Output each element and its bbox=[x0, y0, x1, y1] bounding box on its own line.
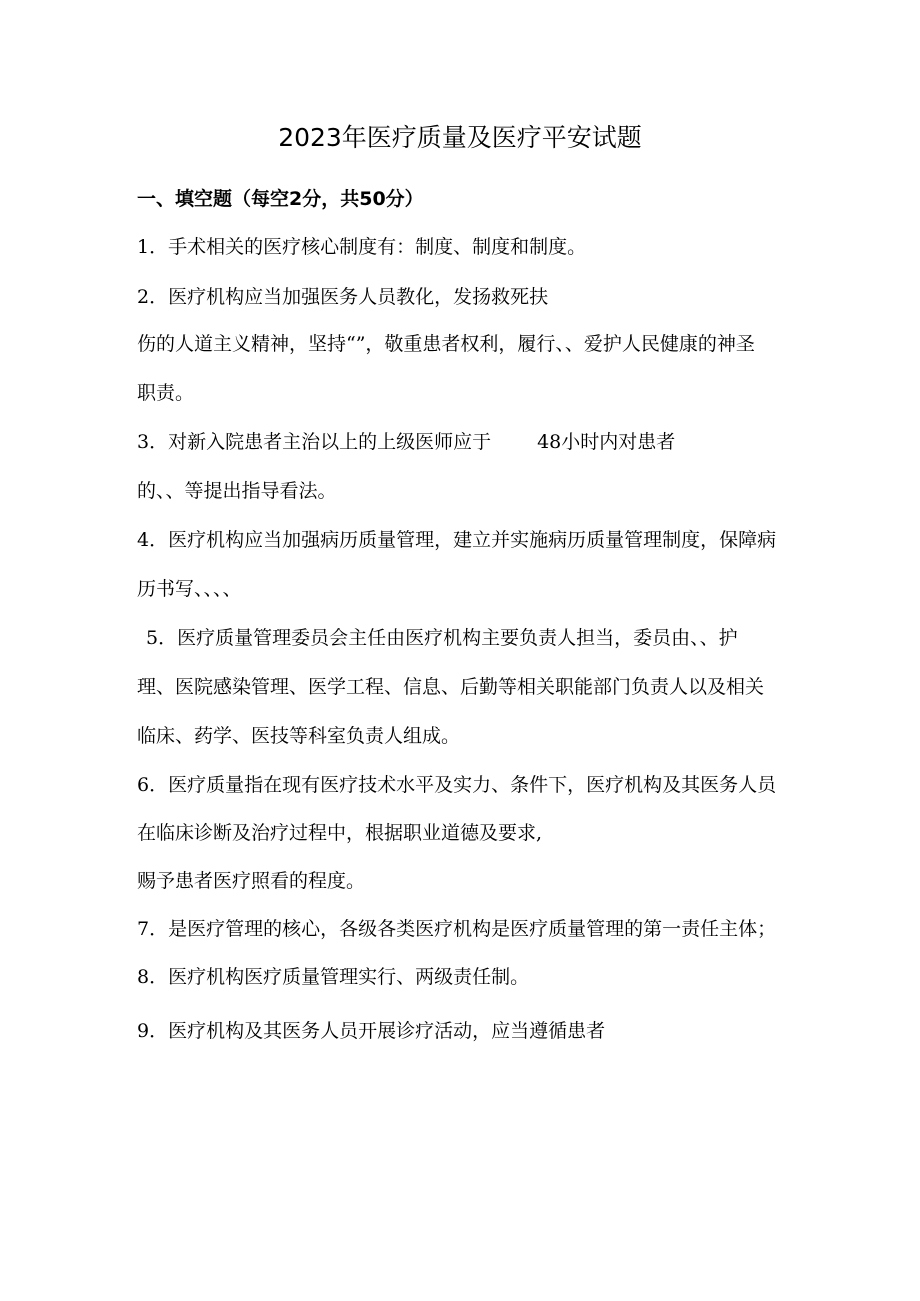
question-3-text-b: 48小时内对患者 bbox=[537, 431, 676, 453]
question-6-line-2: 在临床诊断及治疗过程中，根据职业道德及要求, bbox=[137, 822, 543, 844]
question-2-line-3: 职责。 bbox=[137, 382, 195, 404]
question-4-line-1: 4．医疗机构应当加强病历质量管理，建立并实施病历质量管理制度，保障病 bbox=[137, 529, 777, 551]
section-heading-fill-blank: 一、填空题（每空2分，共50分） bbox=[137, 188, 424, 210]
question-5-line-2: 理、医院感染管理、医学工程、信息、后勤等相关职能部门负责人以及相关 bbox=[137, 676, 765, 698]
question-7-line: 7．是医疗管理的核心，各级各类医疗机构是医疗质量管理的第一责任主体； bbox=[137, 918, 777, 940]
question-6-line-1: 6．医疗质量指在现有医疗技术水平及实力、条件下，医疗机构及其医务人员 bbox=[137, 774, 777, 796]
question-9-line: 9．医疗机构及其医务人员开展诊疗活动，应当遵循患者 bbox=[137, 1020, 606, 1042]
question-1-line: 1．手术相关的医疗核心制度有：制度、制度和制度。 bbox=[137, 236, 587, 258]
document-title: 2023年医疗质量及医疗平安试题 bbox=[278, 123, 642, 152]
question-5-line-3: 临床、药学、医技等科室负责人组成。 bbox=[137, 725, 461, 747]
question-2-line-1: 2．医疗机构应当加强医务人员教化，发扬救死扶 bbox=[137, 286, 549, 308]
question-3-line-2: 的、、等提出指导看法。 bbox=[137, 480, 337, 502]
question-4-line-2: 历书写、、、、 bbox=[137, 578, 242, 600]
question-8-line: 8．医疗机构医疗质量管理实行、两级责任制。 bbox=[137, 966, 530, 988]
question-3-text-a: 3．对新入院患者主治以上的上级医师应于 bbox=[137, 431, 492, 453]
question-6-line-3: 赐予患者医疗照看的程度。 bbox=[137, 870, 366, 892]
question-2-line-2: 伤的人道主义精神，坚持“”，敬重患者权利，履行、、爱护人民健康的神圣 bbox=[137, 333, 755, 355]
question-3-line-1 bbox=[137, 427, 675, 457]
question-5-line-1: 5．医疗质量管理委员会主任由医疗机构主要负责人担当，委员由、、护 bbox=[146, 627, 738, 649]
